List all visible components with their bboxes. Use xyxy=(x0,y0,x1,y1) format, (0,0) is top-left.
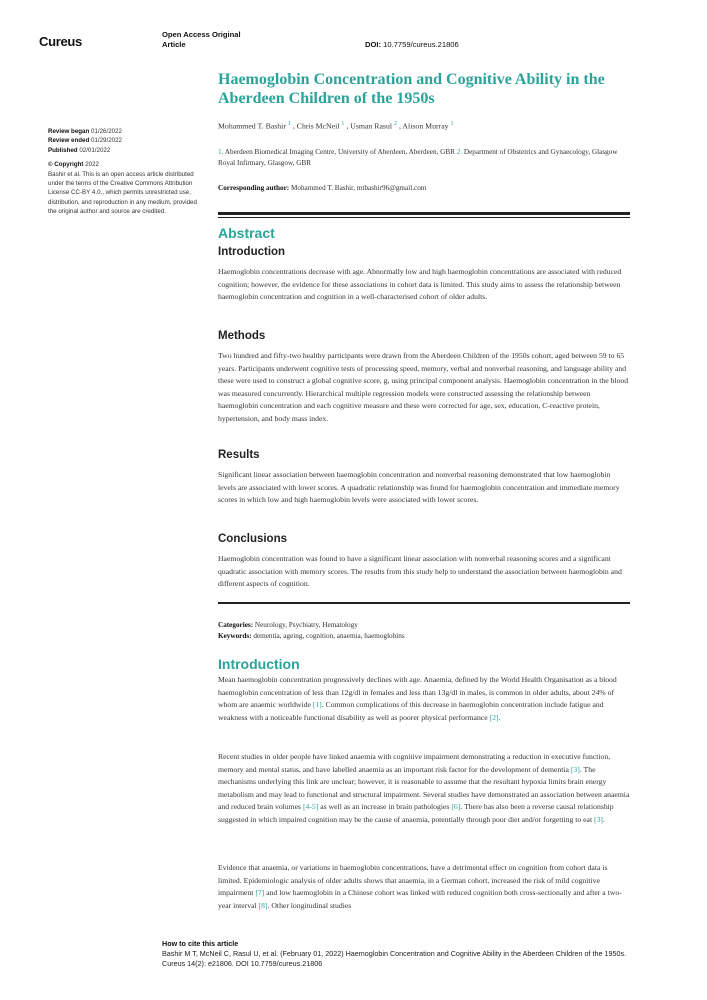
published-date: 02/01/2022 xyxy=(79,146,111,154)
affiliation-text: Aberdeen Biomedical Imaging Centre, University of Aberdeen, Aberdeen, GBR xyxy=(224,148,455,156)
categories xyxy=(218,620,405,631)
text-run: Recent studies in older people have linked anaemia with cognitive impairment demonstrating a reduction in executive function, memory and mental status, and have labelled anaemia as an important risk factor for the development of dementia xyxy=(218,752,611,774)
citation-line-1: Bashir M T, McNeil C, Rasul U, et al. (February 01, 2022) Haemoglobin Concentration and Cognitive Ability in the Aberdeen Children of the 1950s. xyxy=(162,949,627,958)
citation-link[interactable]: [4-5] xyxy=(302,802,319,812)
section-divider xyxy=(218,212,630,218)
author-name[interactable]: Usman Rasul xyxy=(350,121,393,131)
copyright-year: 2022 xyxy=(85,161,99,169)
keywords-value: dementia, ageing, cognition, anaemia, haemoglobins xyxy=(253,632,405,640)
text-run: and low haemoglobin in a Chinese cohort was linked with reduced cognition both cross-sectionally and after a two-year interval xyxy=(218,888,622,910)
abstract-conclusions-heading: Conclusions xyxy=(218,533,288,545)
article-title: Haemoglobin Concentration and Cognitive Ability in the Aberdeen Children of the 1950s xyxy=(218,71,605,107)
affiliations xyxy=(218,147,628,169)
abstract-methods-text xyxy=(218,350,630,426)
abstract-introduction-heading: Introduction xyxy=(218,246,286,258)
citation-link[interactable]: [1] xyxy=(312,700,322,710)
text-run: . xyxy=(602,814,605,824)
text-run: . xyxy=(498,712,501,722)
section-divider xyxy=(218,602,630,604)
citation-link[interactable]: [7] xyxy=(255,888,265,898)
text-run: Mean haemoglobin concentration progressively declines with age. Anaemia, defined by the World Health Organisation as a blood haemoglobin concentration of less than 12g/dl in females and less than 13g/dl in males, is common in older adults, about 24% of whom are anaemic worldwide xyxy=(218,675,617,710)
citation-link[interactable]: [2] xyxy=(489,712,499,722)
introduction-heading: Introduction xyxy=(218,656,300,672)
affiliation-number: 1. xyxy=(218,148,224,156)
copyright xyxy=(48,160,203,169)
review-ended xyxy=(48,136,203,145)
author-name[interactable]: Alison Murray xyxy=(402,121,449,131)
introduction-paragraph-3 xyxy=(218,862,630,912)
published xyxy=(48,146,203,155)
license-text: Bashir et al. This is an open access article distributed under the terms of the Creative Commons Attribution License CC-BY 4.0., which permits unrestricted use, distribution, and reproduction in any medium, provided the original author and source are credited. xyxy=(48,170,197,216)
introduction-paragraph-2 xyxy=(218,751,630,827)
review-ended-label: Review ended xyxy=(48,137,90,145)
published-label: Published xyxy=(48,146,78,154)
citation-link[interactable]: [6] xyxy=(451,802,461,812)
review-began-label: Review began xyxy=(48,128,90,135)
abstract-results-heading: Results xyxy=(218,449,260,461)
article-type xyxy=(162,30,282,50)
corresponding-author-label: Corresponding author: xyxy=(218,184,290,192)
keywords xyxy=(218,631,405,642)
cureus-logo: Cureus xyxy=(39,34,82,49)
abstract-heading: Abstract xyxy=(218,225,275,241)
citation-link[interactable]: [3] xyxy=(594,814,603,824)
categories-keywords xyxy=(218,620,405,642)
citation-line-2: Cureus 14(2): e21806. DOI 10.7759/cureus.21806 xyxy=(162,959,323,968)
text-run: as well as an increase in brain pathologies xyxy=(318,802,452,812)
corresponding-author-text[interactable]: Mohammed T. Bashir, mtbashir96@gmail.com xyxy=(290,184,427,192)
author-affiliation-mark: 2 xyxy=(394,121,397,127)
abstract-methods-heading: Methods xyxy=(218,330,266,342)
doi-label: DOI: xyxy=(365,40,382,49)
abstract-methods-text-content: Two hundred and fifty-two healthy participants were drawn from the Aberdeen Children of the 1950s cohort, aged between 59 to 65 years. Participants underwent cognitive tests of processing speed, memory, verbal and nonverbal reasoning, and language ability and these were used to construct a global cognitive score, g, using principal component analysis. Haemoglobin concentration in the blood was measured concurrently. Hierarchical multiple regression models were constructed assessing the relationship between haemoglobin concentration and each cognitive measure and these were corrected for age, sex, education, C-reactive protein, hypertension, and body mass index. xyxy=(218,351,629,423)
abstract-results-text: Significant linear association between haemoglobin concentration and nonverbal reasoning demonstrated that low haemoglobin levels are associated with lower scores. A quadratic relationship was found for haemoglobin concentration and immediate memory scores in which low and high haemoglobin levels were associated with lower scores. xyxy=(218,470,620,505)
review-began xyxy=(48,127,203,136)
article-type-line1: Open Access Original xyxy=(162,30,241,39)
author-name[interactable]: Mohammed T. Bashir xyxy=(218,121,286,131)
categories-label: Categories: xyxy=(218,621,254,629)
how-to-cite xyxy=(162,939,692,969)
doi-link[interactable]: 10.7759/cureus.21806 xyxy=(383,40,459,49)
text-run: . There has also been a reverse causal relationship suggested in which impaired cognition may be the cause of anaemia, potentially through poor diet and/or forgetting to eat xyxy=(218,802,614,824)
how-to-cite-label: How to cite this article xyxy=(162,939,239,948)
citation-link[interactable]: [8] xyxy=(258,900,268,910)
abstract-conclusions-text: Haemoglobin concentration was found to have a significant linear association with nonverbal reasoning scores and a significant quadratic association with memory scores. The results from this study help to understand the association between haemoglobin and different aspects of cognition. xyxy=(218,554,622,589)
author-affiliation-mark: 1 xyxy=(287,121,291,127)
text-run: . Other longitudinal studies xyxy=(267,900,352,910)
citation-link[interactable]: [3] xyxy=(570,764,580,774)
review-began-date: 01/26/2022 xyxy=(91,128,122,135)
author-list: Mohammed T. Bashir $^1$ , Chris McNeil $^1$ , Usman Rasul $^2$ , Alison Murray $^1$ xyxy=(218,121,454,131)
author-affiliation-mark: 1 xyxy=(341,121,345,127)
text-run: Evidence that anaemia, or variations in haemoglobin concentrations, have a detrimental effect on cognition from cohort data is limited. Epidemiologic analysis of older adults shows that anaemia, in a German cohort, increased the risk of mild cognitive impairment xyxy=(218,863,608,898)
keywords-label: Keywords: xyxy=(218,632,252,640)
review-ended-date: 01/29/2022 xyxy=(91,137,122,145)
text-run: . The mechanisms underlying this link are unclear; however, it is reasonable to assume that the resultant hypoxia limits brain energy metabolism and may lead to functional and structural impairment. Several studies have demonstrated an association between anaemia and reduced brain volumes xyxy=(218,764,630,812)
author-name[interactable]: Chris McNeil xyxy=(296,121,340,131)
affiliation-number: 2. xyxy=(456,148,463,156)
categories-value[interactable]: Neurology, Psychiatry, Hematology xyxy=(254,621,358,629)
author-affiliation-mark: 1 xyxy=(450,121,454,127)
copyright-label: © Copyright xyxy=(48,161,84,169)
doi xyxy=(365,40,459,49)
introduction-paragraph-1 xyxy=(218,674,630,724)
corresponding-author xyxy=(218,184,426,192)
article-type-line2: Article xyxy=(162,40,186,49)
text-run: . Common complications of this decrease in haemoglobin concentration include fatigue and weakness with a noticeable functional disability as well as poorer physical performance xyxy=(218,700,604,722)
affiliation-text: Department of Obstetrics and Gynaecology, Glasgow Royal Infirmary, Glasgow, GBR xyxy=(218,148,618,167)
article-sidebar xyxy=(48,127,203,217)
abstract-introduction-text: Haemoglobin concentrations decrease with age. Abnormally low and high haemoglobin concentrations are associated with reduced cognition; however, the evidence for these associations in cohort data is limited. This study aims to assess the relationship between haemoglobin concentration and cognition in a well-characterised cohort of older adults. xyxy=(218,267,622,302)
